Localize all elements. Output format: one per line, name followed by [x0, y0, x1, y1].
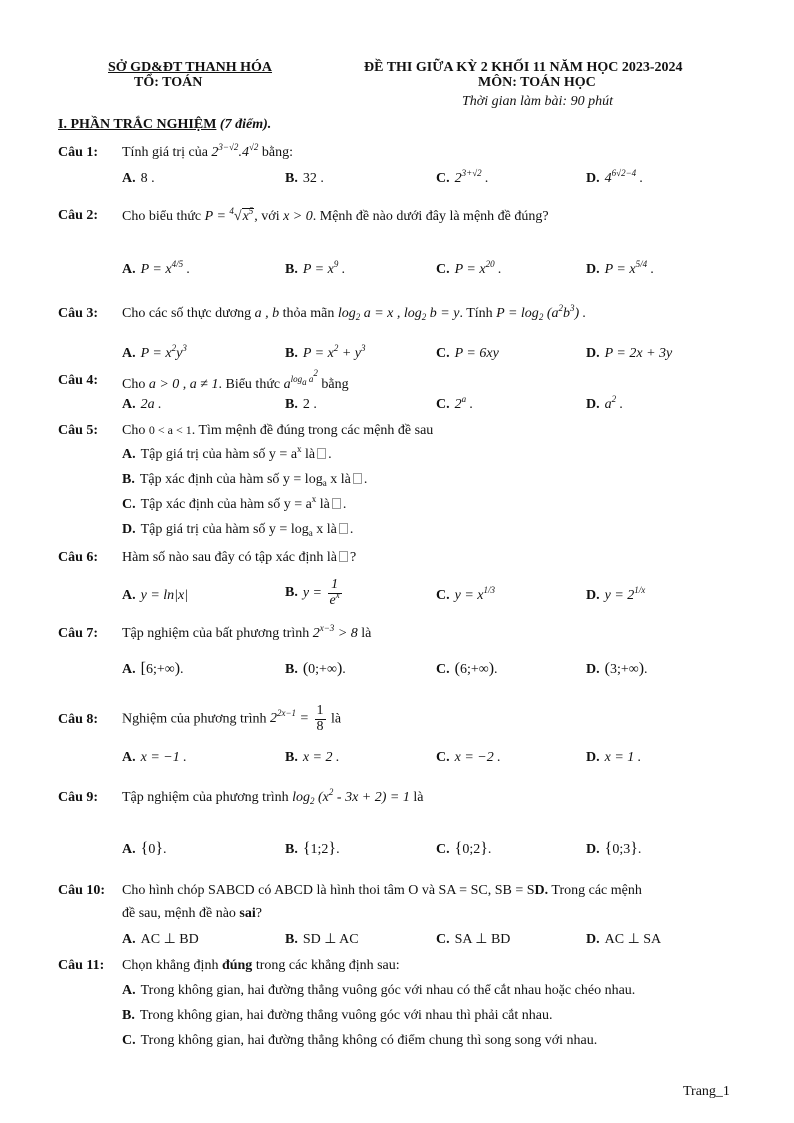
question-text: Cho các số thực dương a , b thỏa mãn $\log_2 a = x$ , $\log_2 b = y$. Tính $P = \log_2 (a^2b^3)$ .	[122, 303, 587, 322]
option-b: B. Tập xác định của hàm số $y = \log_a x$ là .	[122, 472, 368, 488]
question-number: Câu 10:	[58, 883, 106, 898]
option-b: B. Trong không gian, hai đường thẳng vuông góc với nhau thì phải cắt nhau.	[122, 1008, 553, 1023]
question-text: Cho biểu thức $P = ^4√x^5$, với x > 0. Mệnh đề nào dưới đây là mệnh đề đúng?	[122, 206, 549, 224]
option-a: A. 2a .	[122, 397, 162, 412]
option-d: D. $4^{6√2-4}$ .	[586, 168, 644, 186]
option-c: C. (6;+∞).	[436, 660, 498, 677]
option-a: A. x = −1 .	[122, 750, 187, 765]
question-number: Câu 11:	[58, 958, 105, 973]
option-d: D. x = 1 .	[586, 750, 642, 765]
question-number: Câu 4:	[58, 373, 99, 388]
question-text: Hàm số nào sau đây có tập xác định là ?	[122, 550, 357, 565]
option-a: A. Tập giá trị của hàm số $y = a^x$ là .	[122, 444, 332, 462]
option-b: B. x = 2 .	[285, 750, 340, 765]
option-c: C. x = −2 .	[436, 750, 501, 765]
question-number: Câu 8:	[58, 712, 99, 727]
page-number: Trang_1	[683, 1084, 730, 1099]
option-c: C. $2^{3+√2}$ .	[436, 168, 489, 186]
option-b: B. $P = x^9$ .	[285, 259, 346, 277]
option-b: B. 32 .	[285, 171, 324, 186]
question-text: Cho hình chóp SABCD có ABCD là hình thoi tâm O và SA = SC, SB = SD. Trong các mệnh	[122, 883, 642, 898]
option-d: D. {0;3}.	[586, 840, 642, 857]
option-b: B. SD ⊥ AC	[285, 932, 359, 947]
missing-glyph-icon	[317, 448, 326, 459]
section-heading	[58, 117, 271, 133]
missing-glyph-icon	[332, 498, 341, 509]
missing-glyph-icon	[339, 551, 348, 562]
math-expression: $2^{3-√2}.4^{√2}$	[211, 142, 259, 160]
option-a: A. Trong không gian, hai đường thẳng vuông góc với nhau có thể cắt nhau hoặc chéo nhau.	[122, 983, 636, 998]
option-a: A. 8 .	[122, 171, 155, 186]
question-number: Câu 2:	[58, 208, 99, 223]
option-a: A. $P = x^2y^3$	[122, 343, 187, 361]
question-number: Câu 5:	[58, 423, 99, 438]
option-c: C. Trong không gian, hai đường thẳng không có điểm chung thì song song với nhau.	[122, 1033, 598, 1048]
exam-subject: MÔN: TOÁN HỌC	[478, 75, 596, 90]
option-b: B. y = $\frac{1}{e^x}$	[285, 577, 340, 608]
exam-time: Thời gian làm bài: 90 phút	[462, 94, 613, 109]
option-d: D. AC ⊥ SA	[586, 932, 662, 947]
option-b: B. (0;+∞).	[285, 660, 346, 677]
question-text: Nghiệm của phương trình $2^{2x-1}$ = $\frac{1}{8}$ là	[122, 703, 342, 734]
option-a: A. $P = x^{4/5}$ .	[122, 259, 191, 277]
exam-title: ĐỀ THI GIỮA KỲ 2 KHỐI 11 NĂM HỌC 2023-2024	[364, 60, 683, 75]
question-number: Câu 6:	[58, 550, 99, 565]
option-d: D. Tập giá trị của hàm số $y = \log_a x$ là .	[122, 522, 354, 538]
option-a: A. AC ⊥ BD	[122, 932, 199, 947]
missing-glyph-icon	[353, 473, 362, 484]
question-number: Câu 3:	[58, 306, 99, 321]
option-b: B. {1;2}.	[285, 840, 340, 857]
option-c: C. SA ⊥ BD	[436, 932, 511, 947]
missing-glyph-icon	[339, 523, 348, 534]
option-b: B. 2 .	[285, 397, 317, 412]
option-c: C. $P = x^{20}$ .	[436, 259, 502, 277]
question-text: Cho 0 < a < 1. Tìm mệnh đề đúng trong các mệnh đề sau	[122, 423, 434, 438]
option-a: A. {0}.	[122, 840, 167, 857]
option-c: C. 2$^a$ .	[436, 394, 474, 412]
option-b: B. $P = x^2 + y^3$	[285, 343, 366, 361]
option-c: C. $y = x^{1/3}$	[436, 585, 496, 603]
option-c: C. Tập xác định của hàm số $y = a^x$ là .	[122, 494, 347, 512]
option-d: D. $a^2$ .	[586, 394, 624, 412]
section-title: I. PHẦN TRẮC NGHIỆM	[58, 117, 217, 132]
question-text: Tập nghiệm của phương trình $\log_2 (x^2 - 3x + 2) = 1$ là	[122, 787, 424, 806]
option-a: A. [6;+∞).	[122, 660, 184, 677]
option-d: D. $y = 2^{1/x}$	[586, 585, 646, 603]
option-d: D. P = 2x + 3y	[586, 346, 673, 361]
question-text: Cho a > 0 , a ≠ 1. Biểu thức $a^{log_a a^2}$ bằng	[122, 368, 349, 392]
department-name: SỞ GD&ĐT THANH HÓA	[108, 60, 273, 75]
option-a: A. y = ln|x|	[122, 588, 189, 603]
option-d: D. $P = x^{5/4}$ .	[586, 259, 655, 277]
question-text: Tính giá trị của $2^{3-√2}.4^{√2}$ bằng:	[122, 142, 293, 160]
question-number: Câu 1:	[58, 145, 99, 160]
question-text: Chọn khẳng định đúng trong các khẳng định sau:	[122, 958, 400, 973]
team-name: TỔ: TOÁN	[134, 75, 203, 90]
option-c: C. {0;2}.	[436, 840, 492, 857]
question-number: Câu 9:	[58, 790, 99, 805]
option-c: C. P = 6xy	[436, 346, 499, 361]
section-points: (7 điểm).	[219, 117, 272, 132]
question-number: Câu 7:	[58, 626, 99, 641]
question-text: Tập nghiệm của bất phương trình $2^{x-3} > 8$ là	[122, 623, 372, 641]
question-text-line2: đề sau, mệnh đề nào sai?	[122, 906, 262, 921]
option-d: D. (3;+∞).	[586, 660, 648, 677]
